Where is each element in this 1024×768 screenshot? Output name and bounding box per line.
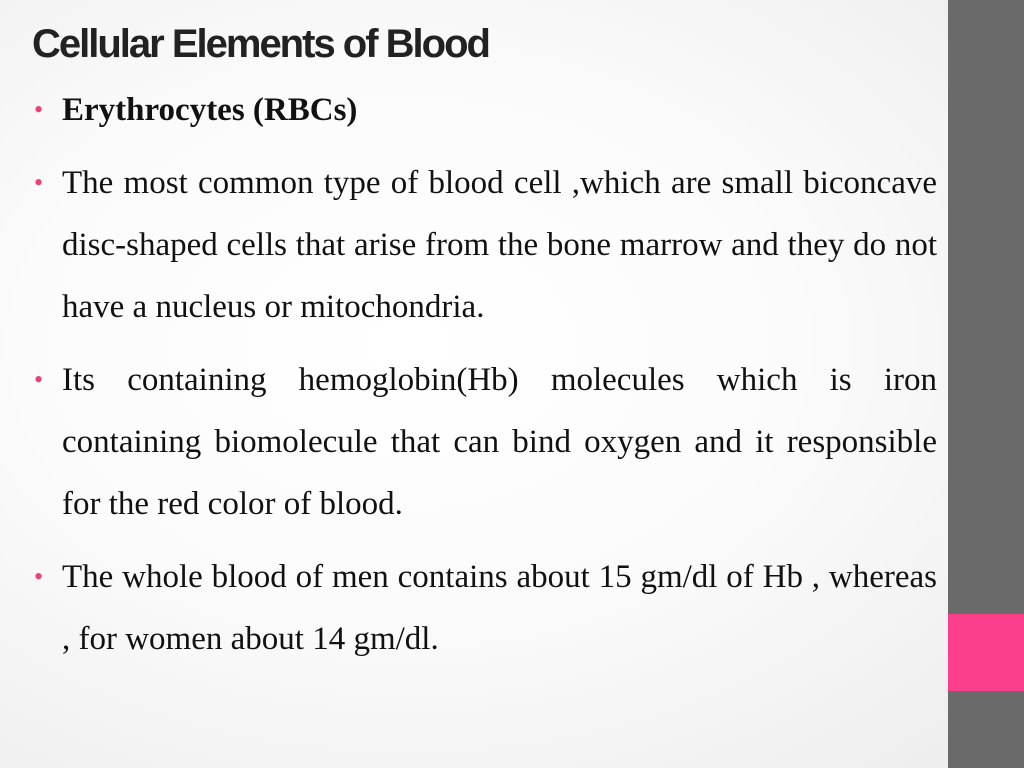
bullet-item [32, 546, 937, 670]
bullet-icon: • [34, 365, 44, 394]
bullet-item [32, 86, 937, 134]
bullet-text: Its containing hemoglobin(Hb) molecules which is iron containing biomolecule that can bind oxygen and it responsible for the red color of blood. [62, 362, 937, 522]
bullet-list [32, 86, 937, 670]
bullet-icon: • [34, 168, 44, 197]
bullet-icon: • [34, 95, 44, 124]
bullet-text: Erythrocytes (RBCs) [62, 92, 358, 128]
sidebar-bar [948, 0, 1024, 768]
bullet-icon: • [34, 562, 44, 591]
bullet-item [32, 152, 937, 338]
slide-title: Cellular Elements of Blood [32, 22, 489, 66]
bullet-text: The most common type of blood cell ,which are small biconcave disc-shaped cells that arise from the bone marrow and they do not have a nucleus or mitochondria. [62, 165, 937, 325]
bullet-item [32, 349, 937, 535]
sidebar-accent-block [948, 614, 1024, 691]
bullet-text: The whole blood of men contains about 15 gm/dl of Hb , whereas , for women about 14 gm/dl. [62, 559, 937, 657]
